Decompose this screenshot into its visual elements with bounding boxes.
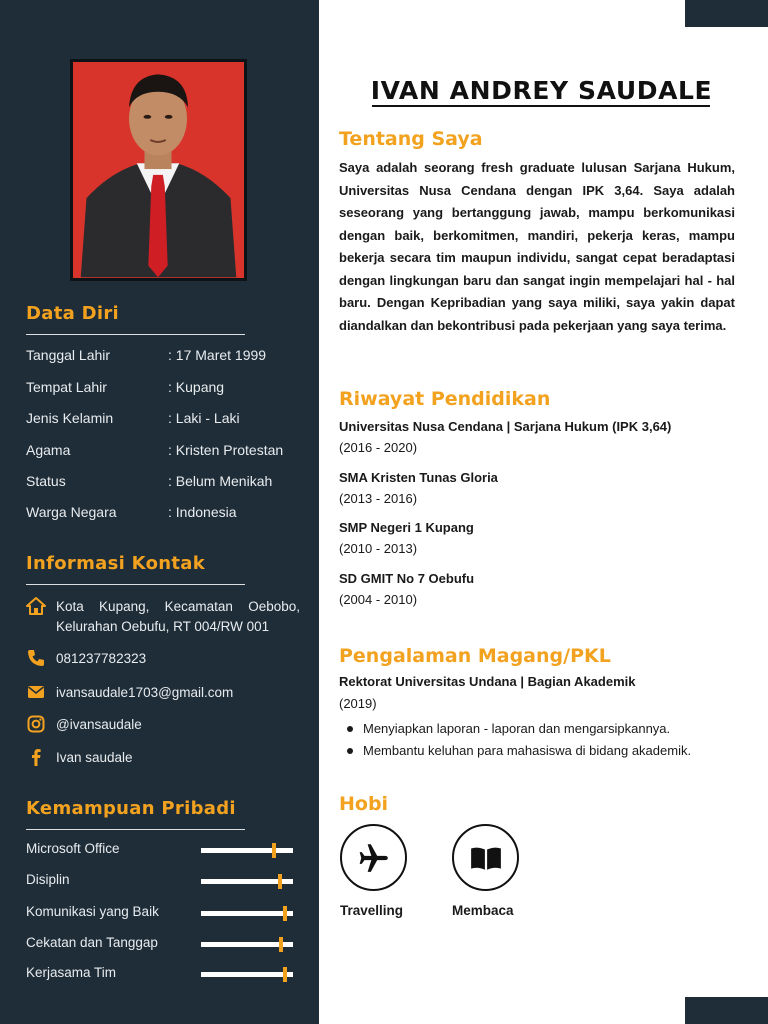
data-diri-value: : Belum Menikah — [168, 473, 273, 489]
education-title: SMA Kristen Tunas Gloria — [339, 470, 498, 485]
skill-label: Komunikasi yang Baik — [26, 904, 159, 919]
internship-task: Membantu keluhan para mahasiswa di bidang akademik. — [345, 740, 755, 762]
skill-label: Microsoft Office — [26, 841, 120, 856]
data-diri-row-religion — [26, 442, 306, 460]
kemampuan-divider — [26, 829, 245, 830]
education-years: (2010 - 2013) — [339, 541, 418, 556]
skill-level-marker — [283, 967, 287, 982]
data-diri-value: : Laki - Laki — [168, 410, 240, 426]
data-diri-value: : 17 Maret 1999 — [168, 347, 267, 363]
name-underline — [372, 105, 710, 107]
phone-icon — [26, 648, 48, 668]
skill-level-marker — [279, 937, 283, 952]
tentang-text: Saya adalah seorang fresh graduate lulusan Sarjana Hukum, Universitas Nusa Cendana dengan IPK 3,64. Saya adalah seseorang yang bertanggung jawab, mampu berkomunikasi dengan baik, berkomitmen, mandiri, pekerja keras, mampu bekerja secara tim maupun individu, sangat cepat beradaptasi dengan lingkungan baru dan sangat ingin mempelajari hal - hal baru. Dengan Kepribadian yang saya miliki, saya yakin dapat diandalkan dan bekontribusi pada pekerjaan yang saya terima. — [339, 160, 735, 333]
kemampuan-heading: Kemampuan Pribadi — [26, 798, 236, 819]
contact-phone-text: 081237782323 — [56, 651, 147, 666]
pendidikan-heading: Riwayat Pendidikan — [339, 388, 551, 410]
contact-address-text: Kota Kupang, Kecamatan Oebobo, Kelurahan Oebufu, RT 004/RW 001 — [56, 599, 300, 634]
data-diri-value: : Kupang — [168, 379, 225, 395]
data-diri-row-status — [26, 473, 306, 491]
education-years: (2016 - 2020) — [339, 440, 418, 455]
education-item — [339, 416, 749, 458]
hobby-circle — [340, 824, 407, 891]
internship-year: (2019) — [339, 696, 377, 711]
contact-email-text: ivansaudale1703@gmail.com — [56, 685, 234, 700]
skill-level-marker — [283, 906, 287, 921]
airplane-icon — [357, 841, 391, 875]
book-icon — [469, 841, 503, 875]
skill-label: Cekatan dan Tanggap — [26, 935, 158, 950]
contact-facebook-text: Ivan saudale — [56, 750, 133, 765]
education-title: SD GMIT No 7 Oebufu — [339, 571, 475, 586]
data-diri-row-birth-place — [26, 379, 306, 397]
skill-bar — [201, 972, 293, 977]
data-diri-label: Tanggal Lahir — [26, 347, 111, 363]
education-years: (2013 - 2016) — [339, 491, 418, 506]
data-diri-heading: Data Diri — [26, 303, 119, 324]
skill-bar — [201, 879, 293, 884]
skill-row — [26, 904, 296, 922]
data-diri-row-gender — [26, 410, 306, 428]
hobby-membaca — [452, 824, 522, 918]
internship-task-list — [345, 718, 755, 762]
education-title: Universitas Nusa Cendana | Sarjana Hukum (IPK 3,64) — [339, 419, 672, 434]
data-diri-label: Tempat Lahir — [26, 379, 107, 395]
kontak-heading: Informasi Kontak — [26, 553, 205, 574]
facebook-icon — [26, 747, 48, 767]
data-diri-value: : Indonesia — [168, 504, 237, 520]
data-diri-label: Status — [26, 473, 66, 489]
hobby-circle — [452, 824, 519, 891]
data-diri-label: Jenis Kelamin — [26, 410, 114, 426]
skill-level-marker — [278, 874, 282, 889]
hobby-label: Membaca — [452, 903, 514, 918]
education-item — [339, 568, 749, 610]
skill-label: Kerjasama Tim — [26, 965, 117, 980]
skill-bar — [201, 848, 293, 853]
skill-bar — [201, 911, 293, 916]
sidebar — [0, 0, 319, 1024]
candidate-name: IVAN ANDREY SAUDALE — [370, 76, 713, 105]
education-years: (2004 - 2010) — [339, 592, 418, 607]
skill-row — [26, 965, 296, 983]
data-diri-row-birth-date — [26, 347, 306, 365]
hobby-travelling — [340, 824, 410, 918]
data-diri-label: Warga Negara — [26, 504, 117, 520]
skill-bar — [201, 942, 293, 947]
data-diri-divider — [26, 334, 245, 335]
kontak-divider — [26, 584, 245, 585]
data-diri-value: : Kristen Protestan — [168, 442, 284, 458]
education-item — [339, 517, 749, 559]
data-diri-row-nationality — [26, 504, 306, 522]
tentang-heading: Tentang Saya — [339, 128, 483, 150]
skill-row — [26, 872, 296, 890]
internship-task: Menyiapkan laporan - laporan dan mengarsipkannya. — [345, 718, 755, 740]
email-icon — [26, 682, 48, 702]
home-icon — [26, 596, 48, 616]
bottom-corner-block — [685, 997, 768, 1024]
profile-photo — [70, 59, 247, 281]
top-corner-block — [685, 0, 768, 27]
profile-photo-illustration — [73, 62, 244, 278]
skill-row — [26, 935, 296, 953]
education-item — [339, 467, 749, 509]
education-title: SMP Negeri 1 Kupang — [339, 520, 474, 535]
hobi-heading: Hobi — [339, 793, 389, 815]
skill-row — [26, 841, 296, 859]
contact-instagram-text: @ivansaudale — [56, 717, 142, 732]
skill-level-marker — [272, 843, 276, 858]
instagram-icon — [26, 714, 48, 734]
magang-heading: Pengalaman Magang/PKL — [339, 645, 611, 667]
skill-label: Disiplin — [26, 872, 70, 887]
data-diri-label: Agama — [26, 442, 71, 458]
internship-title: Rektorat Universitas Undana | Bagian Akademik — [339, 674, 636, 689]
hobby-label: Travelling — [340, 903, 404, 918]
